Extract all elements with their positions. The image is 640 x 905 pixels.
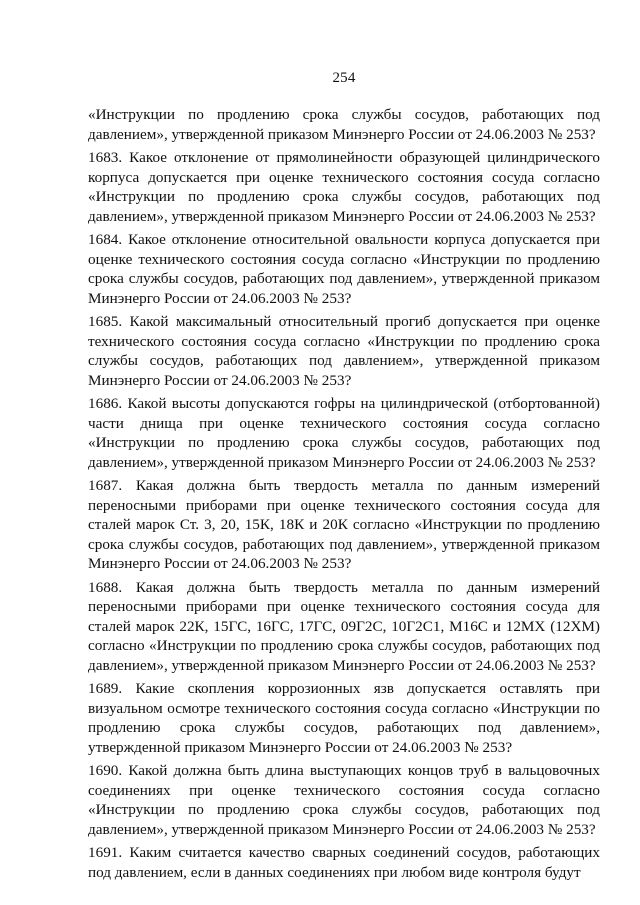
page-number: 254 bbox=[332, 70, 356, 86]
question-1683: 1683. Какое отклонение от прямолинейности образующей цилиндрического корпуса допускается при оценке технического состояния сосуда согласно «Инструкции по продлению срока службы сосудов, работающих под давлением», утвержденной приказом Минэнерго России от 24.06.2003 № 253? bbox=[88, 149, 600, 225]
question-1687: 1687. Какая должна быть твердость металла по данным измерений переносными приборами при оценке технического состояния сосуда для сталей марок Ст. 3, 20, 15К, 18К и 20К согласно «Инструкции по продлению срока службы сосудов, работающих под давлением», утвержденной приказом Минэнерго России от 24.06.2003 № 253? bbox=[88, 477, 600, 572]
question-1689: 1689. Какие скопления коррозионных язв допускается оставлять при визуальном осмотре технического состояния сосуда согласно «Инструкции по продлению срока службы сосудов, работающих под давлением», утвержденной приказом Минэнерго России от 24.06.2003 № 253? bbox=[88, 680, 600, 756]
question-1688: 1688. Какая должна быть твердость металла по данным измерений переносными приборами при оценке технического состояния сосуда для сталей марок 22К, 15ГС, 16ГС, 17ГС, 09Г2С, 10Г2С1, М16С и 12МХ (12ХМ) согласно «Инструкции по продлению срока службы сосудов, работающих под давлением», утвержденной приказом Минэнерго России от 24.06.2003 № 253? bbox=[88, 578, 600, 674]
question-list bbox=[88, 105, 600, 882]
question-1684: 1684. Какое отклонение относительной овальности корпуса допускается при оценке технического состояния сосуда согласно «Инструкции по продлению срока службы сосудов, работающих под давлением», утвержденной приказом Минэнерго России от 24.06.2003 № 253? bbox=[88, 231, 600, 307]
question-1690: 1690. Какой должна быть длина выступающих концов труб в вальцовочных соединениях при оценке технического состояния сосуда согласно «Инструкции по продлению срока службы сосудов, работающих под давлением», утвержденной приказом Минэнерго России от 24.06.2003 № 253? bbox=[88, 762, 600, 838]
paragraph-continuation: «Инструкции по продлению срока службы сосудов, работающих под давлением», утвержденной приказом Минэнерго России от 24.06.2003 № 253? bbox=[88, 106, 600, 143]
document-page bbox=[88, 70, 600, 886]
question-1685: 1685. Какой максимальный относительный прогиб допускается при оценке технического состояния сосуда согласно «Инструкции по продлению срока службы сосудов, работающих под давлением», утвержденной приказом Минэнерго России от 24.06.2003 № 253? bbox=[88, 313, 600, 389]
question-1686: 1686. Какой высоты допускаются гофры на цилиндрической (отбортованной) части днища при оценке технического состояния сосуда согласно «Инструкции по продлению срока службы сосудов, работающих под давлением», утвержденной приказом Минэнерго России от 24.06.2003 № 253? bbox=[88, 395, 600, 471]
question-1691: 1691. Каким считается качество сварных соединений сосудов, работающих под давлением, если в данных соединениях при любом виде контроля будут bbox=[88, 844, 600, 881]
